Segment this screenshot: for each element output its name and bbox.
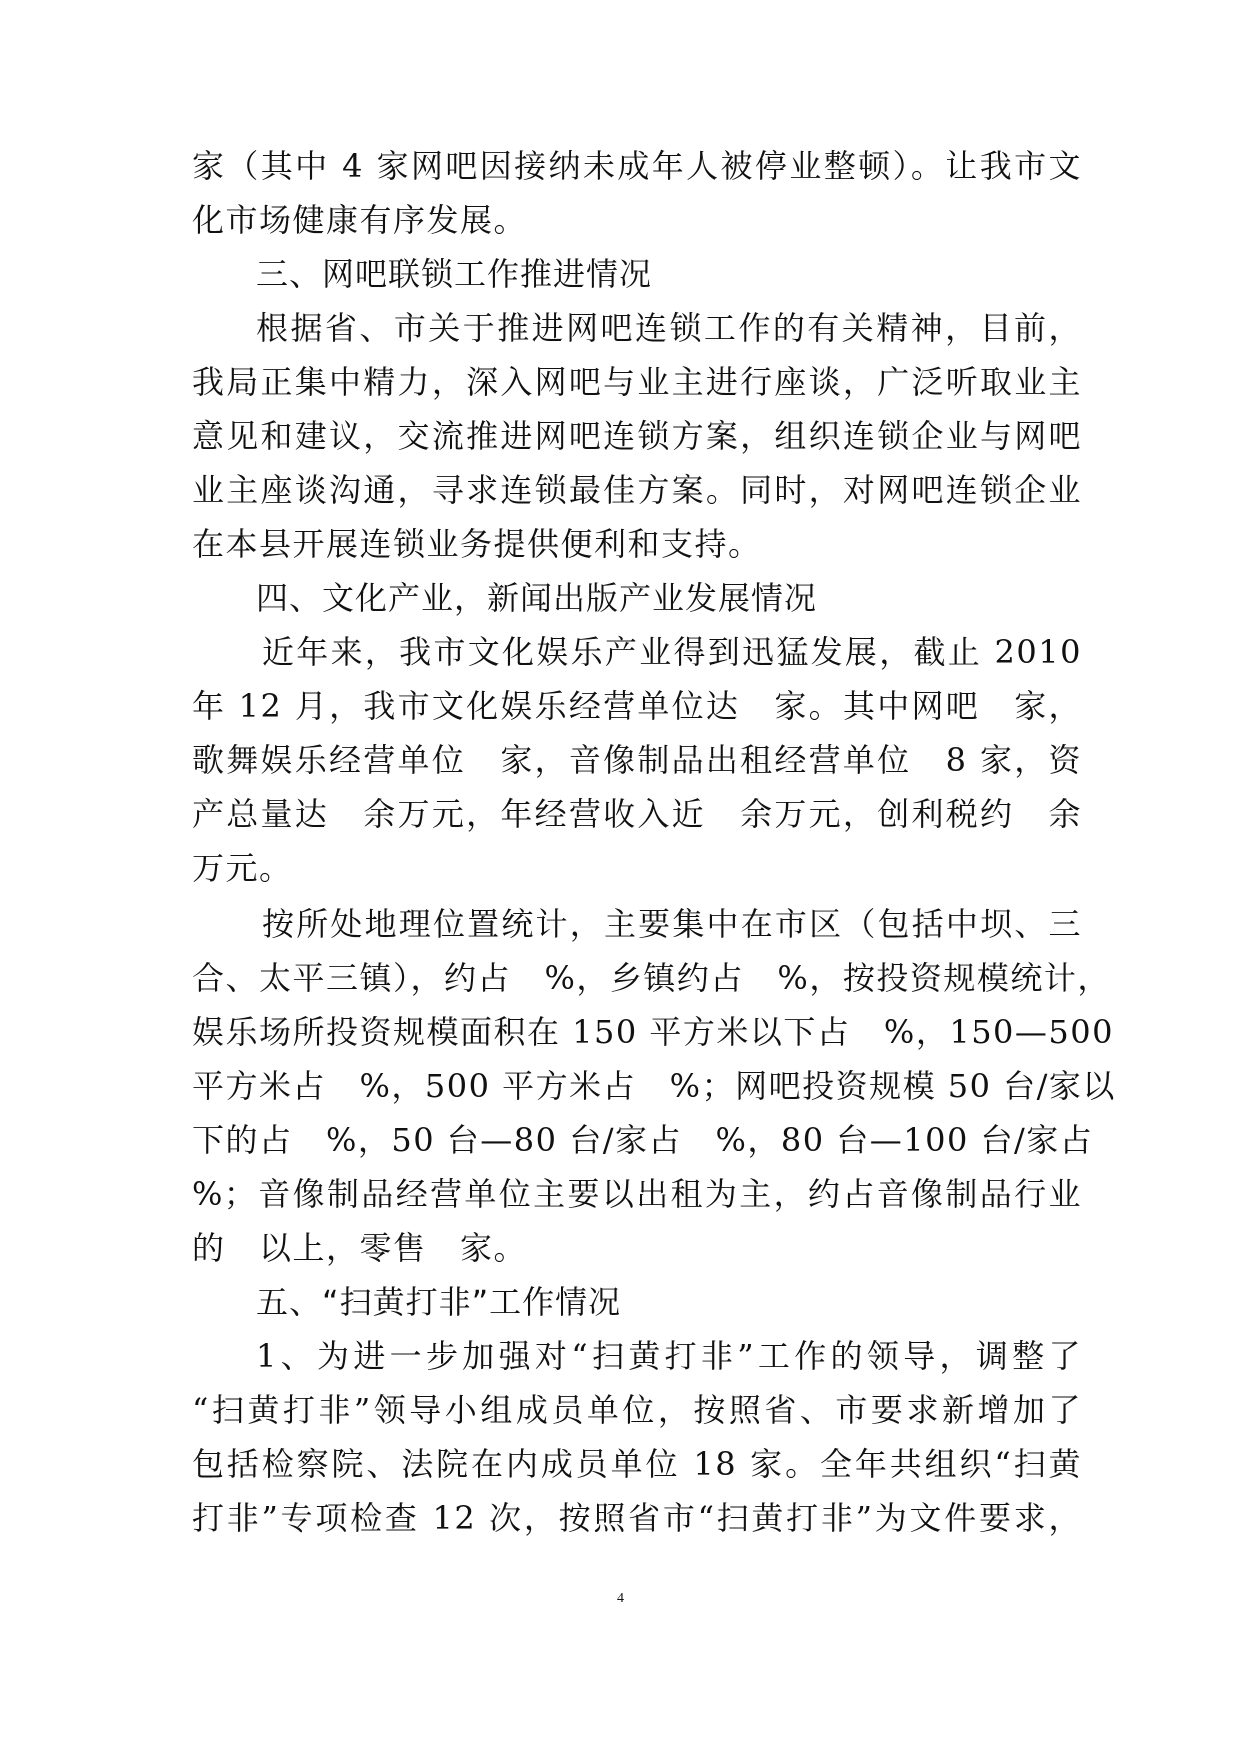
- body-line: 根据省、市关于推进网吧连锁工作的有关精神，目前，: [256, 309, 1082, 347]
- body-line: 下的占 %，50 台—80 台/家占 %，80 台—100 台/家占: [192, 1121, 1094, 1159]
- body-line: 歌舞娱乐经营单位 家，音像制品出租经营单位 8 家，资: [192, 741, 1082, 779]
- body-line: 意见和建议，交流推进网吧连锁方案，组织连锁企业与网吧: [192, 417, 1082, 455]
- body-line: 化市场健康有序发展。: [192, 201, 528, 239]
- body-line: 打非”专项检查 12 次，按照省市“扫黄打非”为文件要求，: [192, 1499, 1082, 1537]
- body-line: 万元。: [192, 849, 293, 887]
- body-line: 的 以上，零售 家。: [192, 1229, 528, 1267]
- page-number: 4: [617, 1591, 624, 1606]
- body-line: 包括检察院、法院在内成员单位 18 家。全年共组织“扫黄: [192, 1445, 1082, 1483]
- body-line: 1、为进一步加强对“扫黄打非”工作的领导，调整了: [256, 1337, 1082, 1375]
- body-line: 平方米占 %，500 平方米占 %；网吧投资规模 50 台/家以: [192, 1067, 1116, 1105]
- body-line: %；音像制品经营单位主要以出租为主，约占音像制品行业: [192, 1175, 1082, 1213]
- body-line: 产总量达 余万元，年经营收入近 余万元，创利税约 余: [192, 795, 1082, 833]
- body-line: 合、太平三镇），约占 %，乡镇约占 %，按投资规模统计，: [192, 959, 1111, 997]
- section-heading: 四、文化产业，新闻出版产业发展情况: [256, 579, 818, 617]
- body-line: 娱乐场所投资规模面积在 150 平方米以下占 %，150—500: [192, 1013, 1114, 1051]
- body-line: 业主座谈沟通，寻求连锁最佳方案。同时，对网吧连锁企业: [192, 471, 1082, 509]
- body-line: 在本县开展连锁业务提供便利和支持。: [192, 525, 762, 563]
- body-line: 我局正集中精力，深入网吧与业主进行座谈，广泛听取业主: [192, 363, 1082, 401]
- body-line: 按所处地理位置统计，主要集中在市区（包括中坝、三: [262, 905, 1082, 943]
- section-heading: 三、网吧联锁工作推进情况: [256, 255, 653, 293]
- body-line: 家（其中 4 家网吧因接纳未成年人被停业整顿）。让我市文: [192, 147, 1082, 185]
- body-line: 年 12 月，我市文化娱乐经营单位达 家。其中网吧 家，: [192, 687, 1082, 725]
- body-line: “扫黄打非”领导小组成员单位，按照省、市要求新增加了: [192, 1391, 1082, 1429]
- section-heading: 五、“扫黄打非”工作情况: [256, 1283, 622, 1321]
- body-line: 近年来，我市文化娱乐产业得到迅猛发展，截止 2010: [262, 633, 1082, 671]
